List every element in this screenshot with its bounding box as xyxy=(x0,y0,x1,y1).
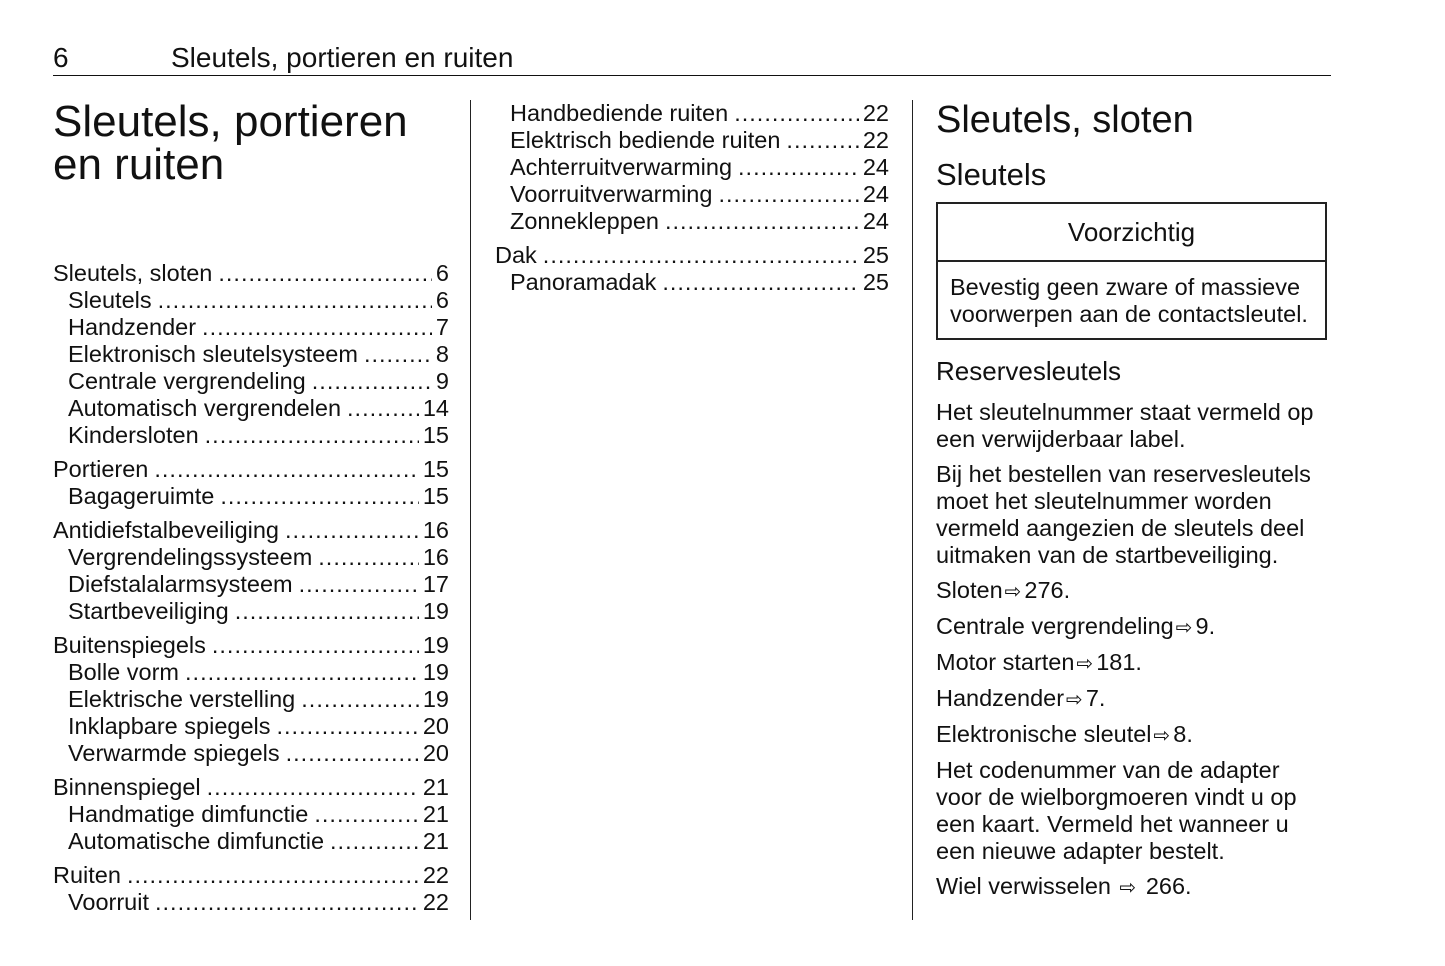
dot-leader xyxy=(235,598,419,625)
toc-label: Verwarmde spiegels xyxy=(68,740,280,766)
chapter-title-line-2: en ruiten xyxy=(53,140,225,189)
toc-page-number: 16 xyxy=(422,544,449,570)
reference-target: 266. xyxy=(1145,873,1192,899)
cross-reference[interactable] xyxy=(936,873,1331,901)
toc-subentry[interactable] xyxy=(53,889,449,916)
paragraph: Het sleutelnummer staat vermeld op een verwijderbaar label. xyxy=(936,399,1314,452)
section-title: Sleutels, sloten xyxy=(936,99,1194,141)
reference-label: Handzender xyxy=(936,685,1065,711)
toc-group xyxy=(53,632,449,767)
toc-page-number: 16 xyxy=(422,517,449,543)
cross-references xyxy=(936,577,1331,749)
toc-label: Startbeveiliging xyxy=(68,598,229,624)
toc-subentry[interactable] xyxy=(53,422,449,449)
dot-leader xyxy=(364,341,432,368)
dot-leader xyxy=(318,544,419,571)
dot-leader xyxy=(155,889,419,916)
running-title: Sleutels, portieren en ruiten xyxy=(171,42,514,73)
dot-leader xyxy=(205,422,419,449)
dot-leader xyxy=(665,208,859,235)
toc-label: Zonnekleppen xyxy=(510,208,659,234)
reference-target: 8. xyxy=(1173,721,1193,747)
toc-page-number: 8 xyxy=(435,341,449,367)
dot-leader xyxy=(212,632,419,659)
subsection-title: Sleutels xyxy=(936,157,1047,192)
toc-page-number: 20 xyxy=(422,740,449,766)
toc-label: Diefstalalarmsysteem xyxy=(68,571,293,597)
caution-title: Voorzichtig xyxy=(938,204,1325,262)
toc-label: Centrale vergrendeling xyxy=(68,368,306,394)
toc-page-number: 21 xyxy=(422,828,449,854)
toc-label: Elektrisch bediende ruiten xyxy=(510,127,781,153)
cross-reference[interactable] xyxy=(936,721,1331,749)
table-of-contents xyxy=(53,260,449,916)
dot-leader xyxy=(543,242,859,269)
toc-entry[interactable] xyxy=(53,517,449,544)
toc-entry[interactable] xyxy=(53,774,449,801)
dot-leader xyxy=(718,181,858,208)
toc-label: Elektrische verstelling xyxy=(68,686,296,712)
toc-page-number: 14 xyxy=(422,395,449,421)
toc-page-number: 21 xyxy=(422,774,449,800)
toc-page-number: 22 xyxy=(862,100,889,126)
reference-label: Centrale vergrendeling xyxy=(936,613,1174,639)
toc-subentry[interactable] xyxy=(53,368,449,395)
dot-leader xyxy=(277,713,419,740)
toc-page-number: 19 xyxy=(422,632,449,658)
toc-label: Sleutels, sloten xyxy=(53,260,213,286)
toc-subentry[interactable] xyxy=(53,571,449,598)
toc-page-number: 19 xyxy=(422,659,449,685)
toc-label: Handmatige dimfunctie xyxy=(68,801,309,827)
dot-leader xyxy=(218,260,432,287)
toc-group xyxy=(53,517,449,625)
toc-page-number: 24 xyxy=(862,181,889,207)
reference-target: 276. xyxy=(1024,577,1071,603)
toc-label: Voorruitverwarming xyxy=(510,181,713,207)
dot-leader xyxy=(786,127,858,154)
reference-label: Elektronische sleutel xyxy=(936,721,1152,747)
toc-label: Dak xyxy=(495,242,537,268)
toc-page-number: 15 xyxy=(422,483,449,509)
toc-page-number: 24 xyxy=(862,208,889,234)
toc-label: Panoramadak xyxy=(510,269,657,295)
toc-subentry[interactable] xyxy=(53,287,449,314)
toc-label: Portieren xyxy=(53,456,149,482)
toc-entry[interactable] xyxy=(53,260,449,287)
left-column xyxy=(53,97,449,923)
dot-leader xyxy=(738,154,859,181)
column-divider xyxy=(912,100,913,920)
toc-label: Antidiefstalbeveiliging xyxy=(53,517,280,543)
reference-target: 7. xyxy=(1085,685,1106,711)
toc-subentry[interactable] xyxy=(53,828,449,855)
toc-page-number: 22 xyxy=(862,127,889,153)
toc-label: Vergrendelingssysteem xyxy=(68,544,313,570)
middle-column xyxy=(495,100,889,303)
arrow-right-icon: ⇨ xyxy=(1066,687,1083,711)
reference-target: 181. xyxy=(1096,649,1142,675)
reference-label: Motor starten xyxy=(936,649,1075,675)
caution-text: Bevestig geen zware of massieve voorwerpen aan de contactsleutel. xyxy=(950,274,1308,327)
arrow-right-icon: ⇨ xyxy=(1004,579,1022,603)
toc-subentry[interactable] xyxy=(53,740,449,767)
toc-label: Elektronisch sleutelsysteem xyxy=(68,341,358,367)
toc-page-number: 20 xyxy=(422,713,449,739)
dot-leader xyxy=(312,368,432,395)
toc-page-number: 25 xyxy=(862,242,889,268)
toc-page-number: 19 xyxy=(422,598,449,624)
toc-label: Inklapbare spiegels xyxy=(68,713,271,739)
toc-label: Voorruit xyxy=(68,889,149,915)
toc-group xyxy=(53,456,449,510)
toc-page-number: 22 xyxy=(422,889,449,915)
toc-group xyxy=(53,260,449,449)
toc-subentry[interactable] xyxy=(53,483,449,510)
dot-leader xyxy=(330,828,419,855)
toc-page-number: 25 xyxy=(862,269,889,295)
dot-leader xyxy=(127,862,419,889)
toc-subentry[interactable] xyxy=(495,269,889,296)
toc-subentry[interactable] xyxy=(53,598,449,625)
toc-page-number: 9 xyxy=(435,368,449,394)
right-column xyxy=(936,100,1331,909)
dot-leader xyxy=(185,659,419,686)
dot-leader xyxy=(285,517,419,544)
toc-label: Bolle vorm xyxy=(68,659,180,685)
toc-entry[interactable] xyxy=(53,632,449,659)
toc-subentry[interactable] xyxy=(53,544,449,571)
toc-page-number: 21 xyxy=(422,801,449,827)
toc-group xyxy=(53,862,449,916)
dot-leader xyxy=(662,269,859,296)
toc-subentry[interactable] xyxy=(495,100,889,127)
toc-entry[interactable] xyxy=(495,242,889,269)
toc-subentry[interactable] xyxy=(53,686,449,713)
toc-label: Kindersloten xyxy=(68,422,199,448)
arrow-right-icon: ⇨ xyxy=(1076,651,1094,675)
column-divider xyxy=(470,100,471,920)
cross-reference[interactable] xyxy=(936,577,1331,605)
paragraph: Het codenummer van de adapter voor de wielborgmoeren vindt u op een kaart. Vermeld het wanneer u een nieuwe adapter bestelt. xyxy=(936,757,1297,864)
cross-reference[interactable] xyxy=(936,685,1331,713)
toc-subentry[interactable] xyxy=(53,341,449,368)
chapter-title xyxy=(53,97,449,189)
toc-page-number: 19 xyxy=(422,686,449,712)
toc-label: Handzender xyxy=(68,314,197,340)
toc-subentry[interactable] xyxy=(495,208,889,235)
page-header xyxy=(53,40,1331,76)
cross-reference[interactable] xyxy=(936,649,1331,677)
dot-leader xyxy=(158,287,432,314)
toc-label: Ruiten xyxy=(53,862,121,888)
toc-page-number: 15 xyxy=(422,456,449,482)
toc-subentry[interactable] xyxy=(53,659,449,686)
arrow-right-icon: ⇨ xyxy=(1175,615,1193,639)
paragraph: Bij het bestellen van reservesleutels moet het sleutelnummer worden vermeld aangezien de sleutels deel uitmaken van de startbeveiliging. xyxy=(936,461,1311,568)
toc-entry[interactable] xyxy=(53,862,449,889)
cross-reference[interactable] xyxy=(936,613,1331,641)
toc-group xyxy=(495,100,889,235)
toc-entry[interactable] xyxy=(53,456,449,483)
toc-group xyxy=(495,242,889,296)
toc-label: Achterruitverwarming xyxy=(510,154,733,180)
caution-box xyxy=(936,202,1327,340)
toc-label: Buitenspiegels xyxy=(53,632,206,658)
dot-leader xyxy=(154,456,419,483)
reference-label: Wiel verwisselen xyxy=(936,873,1111,899)
toc-subentry[interactable] xyxy=(53,314,449,341)
subheading-reservesleutels: Reservesleutels xyxy=(936,356,1121,386)
toc-page-number: 7 xyxy=(435,314,449,340)
dot-leader xyxy=(347,395,419,422)
dot-leader xyxy=(286,740,419,767)
toc-label: Bagageruimte xyxy=(68,483,215,509)
reference-label: Sloten xyxy=(936,577,1003,603)
toc-page-number: 24 xyxy=(862,154,889,180)
toc-label: Binnenspiegel xyxy=(53,774,201,800)
dot-leader xyxy=(301,686,419,713)
dot-leader xyxy=(207,774,419,801)
toc-subentry[interactable] xyxy=(53,395,449,422)
arrow-right-icon: ⇨ xyxy=(1119,875,1137,899)
toc-page-number: 6 xyxy=(435,260,449,286)
toc-page-number: 22 xyxy=(422,862,449,888)
toc-group xyxy=(53,774,449,855)
toc-label: Automatische dimfunctie xyxy=(68,828,325,854)
toc-subentry[interactable] xyxy=(53,713,449,740)
dot-leader xyxy=(220,483,419,510)
toc-subentry[interactable] xyxy=(495,154,889,181)
toc-label: Automatisch vergrendelen xyxy=(68,395,342,421)
toc-page-number: 15 xyxy=(422,422,449,448)
chapter-title-line-1: Sleutels, portieren xyxy=(53,97,408,146)
dot-leader xyxy=(299,571,419,598)
dot-leader xyxy=(734,100,859,127)
reference-target: 9. xyxy=(1195,613,1216,639)
table-of-contents-continued xyxy=(495,100,889,296)
dot-leader xyxy=(314,801,419,828)
toc-subentry[interactable] xyxy=(53,801,449,828)
arrow-right-icon: ⇨ xyxy=(1153,723,1171,747)
toc-subentry[interactable] xyxy=(495,181,889,208)
toc-label: Handbediende ruiten xyxy=(510,100,729,126)
page-number: 6 xyxy=(53,42,69,73)
toc-page-number: 6 xyxy=(435,287,449,313)
toc-subentry[interactable] xyxy=(495,127,889,154)
dot-leader xyxy=(202,314,432,341)
toc-label: Sleutels xyxy=(68,287,152,313)
toc-page-number: 17 xyxy=(422,571,449,597)
